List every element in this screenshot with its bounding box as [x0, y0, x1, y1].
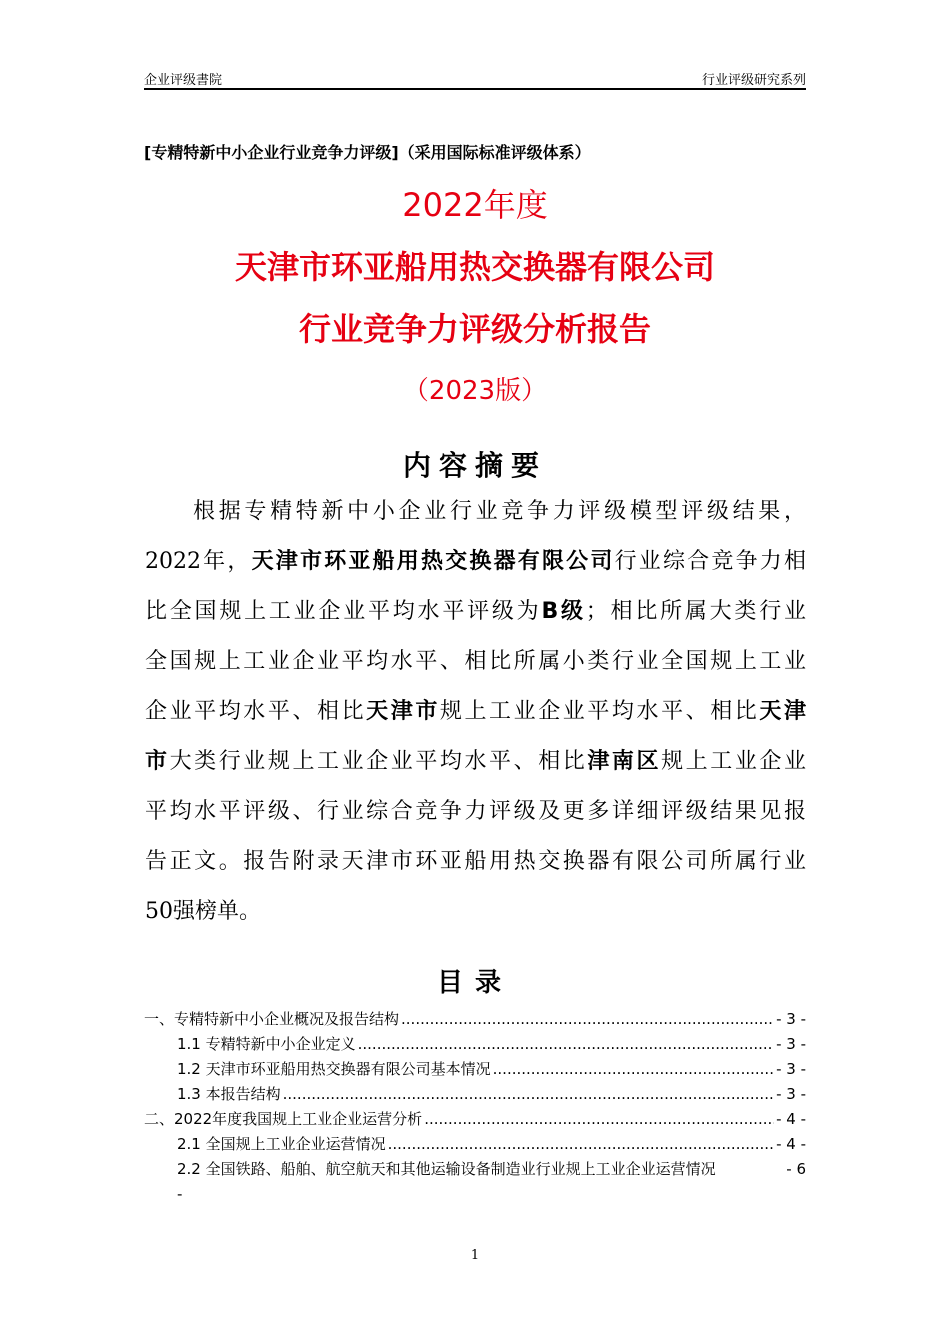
summary-text: 全国规上工业企业平均水平、相比所属小类行业全国规上工业	[145, 649, 806, 674]
summary-line	[145, 792, 806, 842]
page-header	[144, 68, 806, 90]
summary-line	[145, 742, 806, 792]
toc-leader	[283, 1083, 774, 1105]
summary-line	[145, 842, 806, 892]
summary-emphasis: 市	[145, 749, 170, 774]
toc-item-page: - 3 -	[776, 1085, 806, 1103]
summary-text: ；相比所属大类行业	[585, 599, 806, 624]
summary-text: 告正文。报告附录天津市环亚船用热交换器有限公司所属行业	[145, 849, 806, 874]
toc-item[interactable]	[144, 1033, 806, 1058]
summary-line	[145, 592, 806, 642]
toc-leader	[358, 1033, 774, 1055]
toc-item-label: 1.1 专精特新中小企业定义	[177, 1035, 356, 1053]
toc-item-label: 1.2 天津市环亚船用热交换器有限公司基本情况	[177, 1060, 491, 1078]
toc-item-page: - 3 -	[776, 1010, 806, 1028]
toc-item-page: - 4 -	[776, 1135, 806, 1153]
toc-item-label: 二、2022年度我国规上工业企业运营分析	[144, 1110, 423, 1128]
summary-line	[145, 492, 806, 542]
summary-text: 规上工业企业	[661, 749, 806, 774]
summary-text: 行业综合竞争力相	[614, 549, 806, 574]
summary-paragraph	[145, 492, 806, 942]
summary-text: 大类行业规上工业企业平均水平、相比	[169, 749, 588, 774]
title-edition: （2023版）	[402, 376, 548, 406]
summary-emphasis: 津南区	[587, 749, 662, 774]
summary-text: 比全国规上工业企业平均水平评级为	[145, 599, 542, 624]
toc-leader	[401, 1008, 774, 1030]
toc-leader	[424, 1108, 774, 1130]
title-report: 行业竞争力评级分析报告	[298, 310, 651, 348]
toc-leader	[388, 1133, 774, 1155]
title-company: 天津市环亚船用热交换器有限公司	[234, 248, 715, 286]
title-year: 2022年度	[402, 186, 548, 224]
toc-leader	[493, 1058, 774, 1080]
toc-item[interactable]	[144, 1083, 806, 1108]
toc-item[interactable]	[144, 1108, 806, 1133]
summary-text: 企业平均水平、相比	[145, 699, 367, 724]
summary-text: 2022年，	[145, 549, 252, 574]
toc-item-page: - 6	[786, 1160, 806, 1178]
toc-item[interactable]	[144, 1008, 806, 1033]
toc-item-page: - 3 -	[776, 1060, 806, 1078]
summary-emphasis: B级	[541, 599, 586, 624]
summary-text: 规上工业企业平均水平、相比	[439, 699, 760, 724]
table-of-contents	[144, 1008, 806, 1208]
summary-text: 50强榜单。	[145, 899, 261, 924]
summary-heading: 内容摘要	[402, 449, 547, 482]
summary-emphasis: 天津市环亚船用热交换器有限公司	[251, 549, 615, 574]
header-publisher: 企业评级書院	[144, 73, 223, 88]
toc-item-page-continued: -	[177, 1185, 183, 1203]
page-number: 1	[470, 1248, 480, 1263]
toc-item-page: - 4 -	[776, 1110, 806, 1128]
header-series: 行业评级研究系列	[701, 73, 806, 88]
summary-text: 根据专精特新中小企业行业竞争力评级模型评级结果，	[193, 499, 806, 524]
toc-item[interactable]	[144, 1133, 806, 1158]
summary-emphasis: 天津	[759, 699, 806, 724]
toc-item-label: 一、专精特新中小企业概况及报告结构	[144, 1010, 400, 1028]
toc-heading: 目录	[436, 968, 513, 998]
toc-item-page: - 3 -	[776, 1035, 806, 1053]
summary-text: 平均水平评级、行业综合竞争力评级及更多详细评级结果见报	[145, 799, 806, 824]
toc-item[interactable]	[144, 1158, 806, 1183]
summary-line	[145, 692, 806, 742]
toc-item-label: 1.3 本报告结构	[177, 1085, 281, 1103]
toc-item[interactable]	[144, 1058, 806, 1083]
toc-item-label: 2.2 全国铁路、船舶、航空航天和其他运输设备制造业行业规上工业企业运营情况	[177, 1160, 716, 1178]
summary-line	[145, 542, 806, 592]
summary-line	[145, 642, 806, 692]
toc-item-label: 2.1 全国规上工业企业运营情况	[177, 1135, 386, 1153]
series-label: [专精特新中小企业行业竞争力评级]（采用国际标准评级体系）	[144, 143, 591, 162]
summary-line	[145, 892, 806, 942]
summary-emphasis: 天津市	[366, 699, 440, 724]
